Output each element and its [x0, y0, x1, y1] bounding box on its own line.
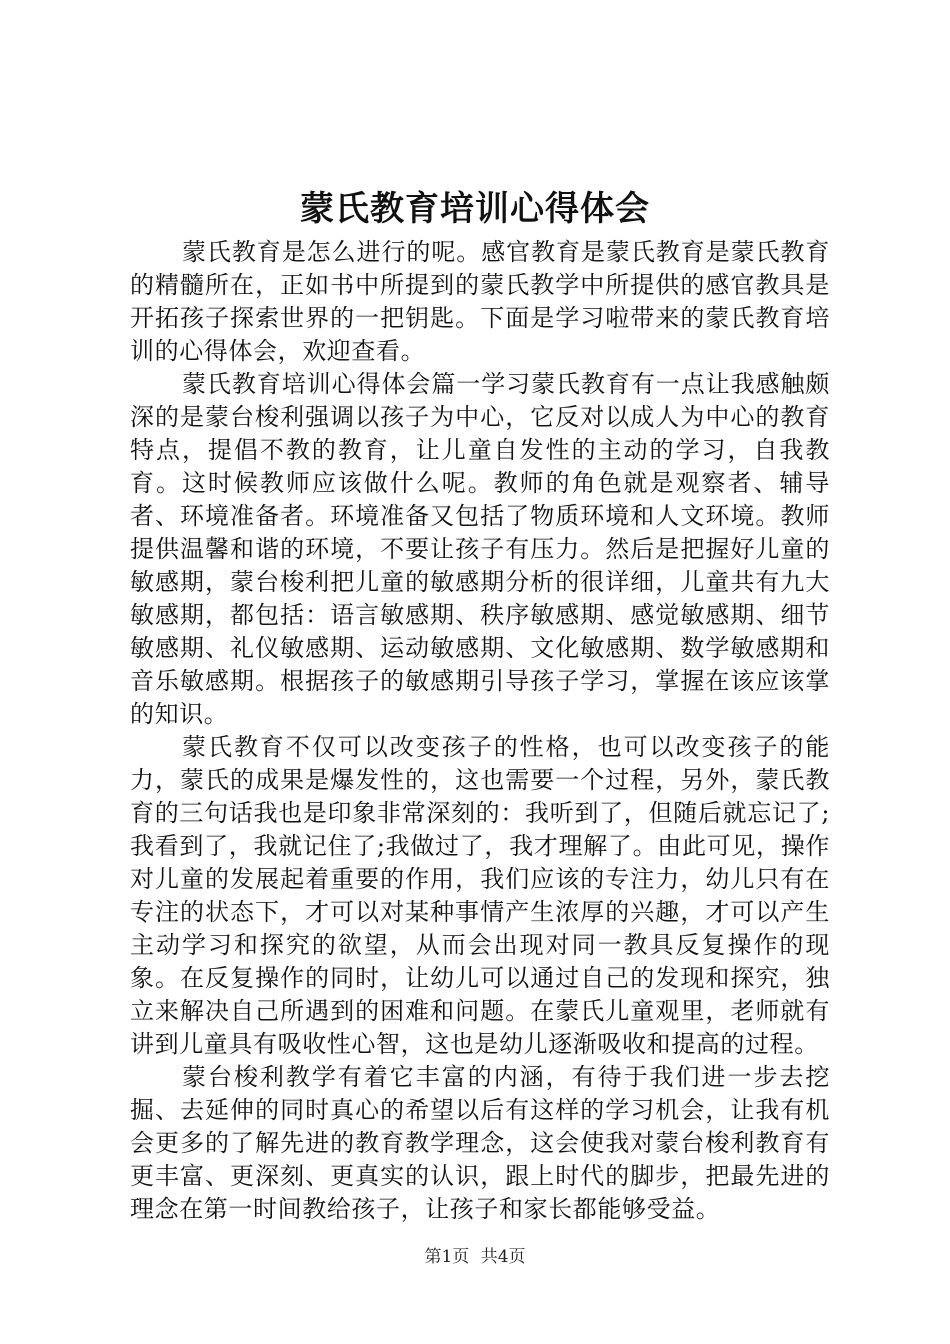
paragraph-montessori-ability: 蒙氏教育不仅可以改变孩子的性格，也可以改变孩子的能力，蒙氏的成果是爆发性的，这也需要一个过程，另外，蒙氏教育的三句话我也是印象非常深刻的：我听到了，但随后就忘记了;我看到了，我就记住了;我做过了，我才理解了。由此可见，操作对儿童的发展起着重要的作用，我们应该的专注力，幼儿只有在专注的状态下，才可以对某种事情产生浓厚的兴趣，才可以产生主动学习和探究的欲望，从而会出现对同一教具反复操作的现象。在反复操作的同时，让幼儿可以通过自己的发现和探究，独立来解决自己所遇到的困难和问题。在蒙氏儿童观里，老师就有讲到儿童具有吸收性心智，这也是幼儿逐渐吸收和提高的过程。: [130, 733, 830, 1058]
paragraph-montessori-center: 蒙氏教育培训心得体会篇一学习蒙氏教育有一点让我感触颇深的是蒙台梭利强调以孩子为中心，它反对以成人为中心的教育特点，提倡不教的教育，让儿童自发性的主动的学习，自我教育。这时候教师应该做什么呢。教师的角色就是观察者、辅导者、环境准备者。环境准备又包括了物质环境和人文环境。教师提供温馨和谐的环境，不要让孩子有压力。然后是把握好儿童的敏感期，蒙台梭利把儿童的敏感期分析的很详细，儿童共有九大敏感期，都包括：语言敏感期、秩序敏感期、感觉敏感期、细节敏感期、礼仪敏感期、运动敏感期、文化敏感期、数学敏感期和音乐敏感期。根据孩子的敏感期引导孩子学习，掌握在该应该掌的知识。: [130, 370, 830, 728]
document-body: [130, 236, 830, 1226]
page-total: 共4页: [480, 1247, 526, 1267]
page-footer: [0, 1246, 950, 1268]
paragraph-intro: 蒙氏教育是怎么进行的呢。感官教育是蒙氏教育是蒙氏教育的精髓所在，正如书中所提到的蒙氏教学中所提供的感官教具是开拓孩子探索世界的一把钥匙。下面是学习啦带来的蒙氏教育培训的心得体会，欢迎查看。: [130, 238, 830, 365]
document-title: 蒙氏教育培训心得体会: [300, 189, 650, 229]
page-number: 第1页: [424, 1247, 470, 1267]
paragraph-conclusion: 蒙台梭利教学有着它丰富的内涵，有待于我们进一步去挖掘、去延伸的同时真心的希望以后有这样的学习机会，让我有机会更多的了解先进的教育教学理念，这会使我对蒙台梭利教育有更丰富、更深刻、更真实的认识，跟上时代的脚步，把最先进的理念在第一时间教给孩子，让孩子和家长都能够受益。: [130, 1063, 830, 1223]
